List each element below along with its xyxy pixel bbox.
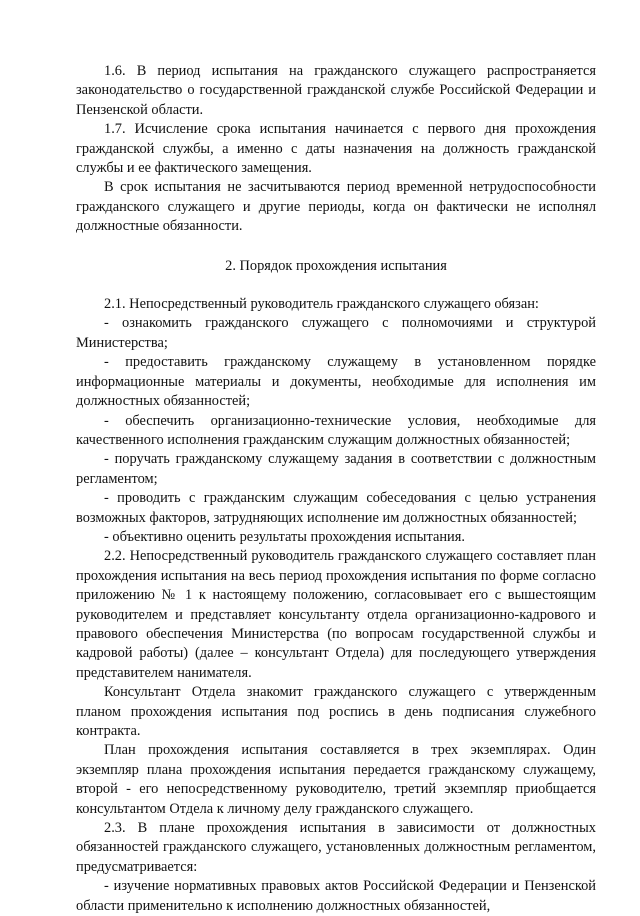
- list-item-familiarize: - ознакомить гражданского служащего с полномочиями и структурой Министерства;: [76, 315, 596, 351]
- paragraph-2-2: 2.2. Непосредственный руководитель гражданского служащего составляет план прохождения испытания на весь период прохождения испытания по форме согласно приложению № 1 к настоящему положению, согласовывает его с вышестоящим руководителем и представляет консультанту отдела организационно-кадрового и правового обеспечения Министерства (по вопросам государственной службы и кадровой работы) (далее – консультант Отдела) для последующего утверждения представителем нанимателя.: [76, 548, 596, 681]
- section-heading: 2. Порядок прохождения испытания: [225, 257, 447, 274]
- paragraph-2-1: 2.1. Непосредственный руководитель гражданского служащего обязан:: [104, 296, 539, 313]
- paragraph-consultant: Консультант Отдела знакомит гражданского служащего с утвержденным планом прохождения испытания под роспись в день подписания служебного контракта.: [76, 684, 596, 739]
- list-item-study-acts: - изучение нормативных правовых актов Российской Федерации и Пензенской области применительно к исполнению должностных обязанностей,: [76, 878, 596, 914]
- list-item-interviews: - проводить с гражданским служащим собеседования с целью устранения возможных факторов, затрудняющих исполнение им должностных обязанностей;: [76, 490, 596, 526]
- list-item-provide-materials: - предоставить гражданскому служащему в установленном порядке информационные материалы и документы, необходимые для исполнения им должностных обязанностей;: [76, 354, 596, 410]
- list-item-evaluate: - объективно оценить результаты прохождения испытания.: [104, 528, 465, 545]
- list-item-assign-tasks: - поручать гражданскому служащему задания в соответствии с должностным регламентом;: [76, 451, 596, 487]
- paragraph-1-6: 1.6. В период испытания на гражданского служащего распространяется законодательство о государственной гражданской службе Российской Федерации и Пензенской области.: [76, 63, 596, 118]
- paragraph-2-3: 2.3. В плане прохождения испытания в зависимости от должностных обязанностей гражданского служащего, установленных должностным регламентом, предусматривается:: [76, 820, 596, 875]
- list-item-technical-conditions: - обеспечить организационно-технические условия, необходимые для качественного исполнения гражданским служащим должностных обязанностей;: [76, 412, 596, 448]
- paragraph-excluded-periods: В срок испытания не засчитываются период временной нетрудоспособности гражданского служащего и другие периоды, когда он фактически не исполнял должностные обязанности.: [76, 179, 596, 235]
- document-body: [76, 62, 596, 916]
- paragraph-1-7: 1.7. Исчисление срока испытания начинается с первого дня прохождения гражданской службы, а именно с даты назначения на должность гражданской службы и ее фактического замещения.: [76, 121, 596, 177]
- paragraph-copies: План прохождения испытания составляется в трех экземплярах. Один экземпляр плана прохождения испытания передается гражданскому служащему, второй - его непосредственному руководителю, третий экземпляр приобщается консультантом Отдела к личному делу гражданского служащего.: [76, 742, 596, 817]
